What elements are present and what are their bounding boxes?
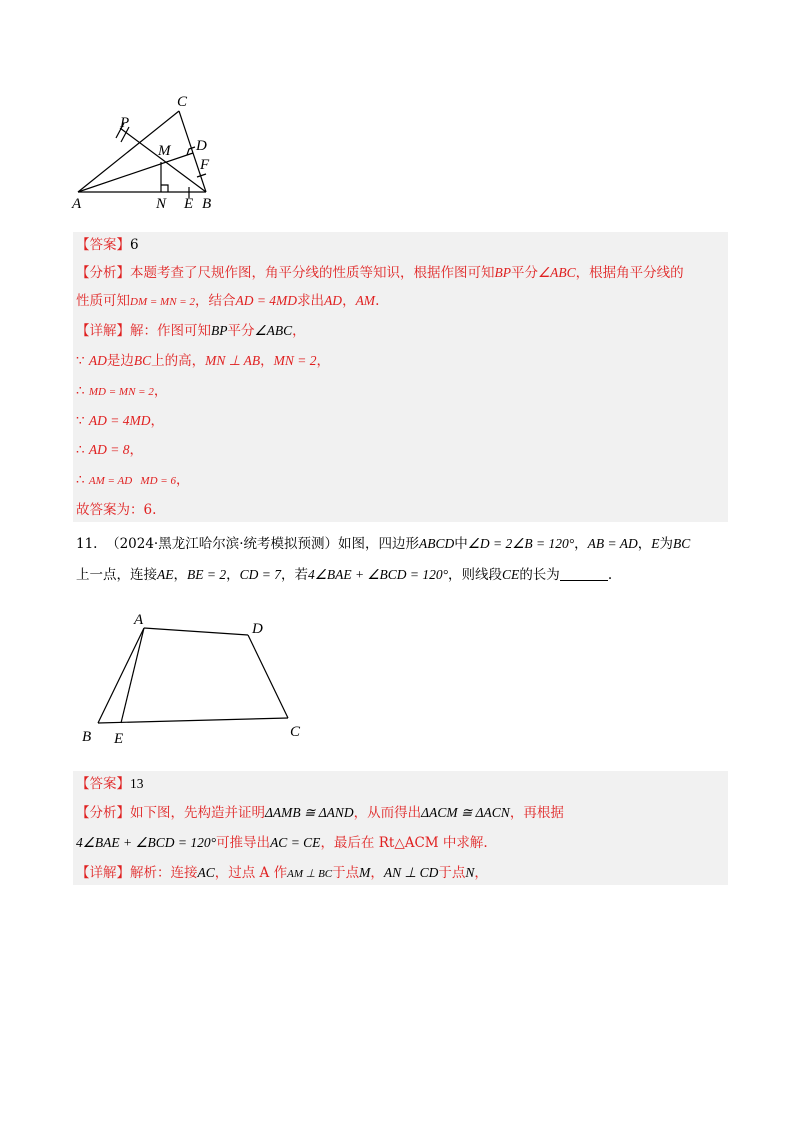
step-line-4 (76, 412, 164, 430)
question-text: ， (637, 536, 652, 552)
analysis-text: ，从而得出 (353, 805, 422, 821)
math-angle-d: ∠D = 2∠B = 120° (467, 536, 575, 551)
figure-1-svg (60, 92, 230, 217)
step-line-6 (76, 471, 189, 490)
analysis-line-1 (76, 264, 684, 282)
math-ad-8: AD = 8 (88, 442, 130, 457)
question-text: 为 (659, 536, 673, 552)
question-text: （2024·黑龙江哈尔滨·统考模拟预测）如图，四边形 (106, 536, 420, 552)
step-line-3 (76, 382, 167, 401)
analysis-text: ，再根据 (509, 805, 564, 821)
because-symbol: ∵ (76, 413, 85, 429)
detail-line-b1 (76, 864, 488, 883)
math-am: AM (355, 293, 376, 308)
label-a: A (134, 612, 144, 628)
math-e: E (651, 536, 660, 551)
math-ad: AD (88, 353, 107, 368)
math-angle-abc: ∠ABC (254, 323, 293, 338)
math-bp: BP (211, 323, 228, 338)
analysis-text: 平分 (511, 265, 538, 281)
math-ac: AC (197, 865, 215, 880)
figure-2 (78, 608, 318, 750)
detail-text: 于点 (438, 865, 466, 881)
answer-line-1 (76, 236, 139, 254)
analysis-text: . (375, 293, 380, 309)
because-symbol: ∵ (76, 353, 85, 369)
step-text: ， (153, 383, 168, 399)
label-e: E (184, 196, 194, 212)
figure-2-svg (78, 608, 318, 750)
math-ad: AD (324, 293, 343, 308)
answer-value: 13 (130, 776, 144, 791)
therefore-symbol: ∴ (76, 442, 85, 458)
segment-dc (248, 635, 288, 718)
step-line-5 (76, 441, 143, 459)
label-d: D (196, 138, 207, 154)
analysis-tag: 【分析】 (76, 805, 130, 821)
detail-text: ， (292, 323, 306, 339)
math-ad-4md: AD = 4MD (235, 293, 298, 308)
math-angle-condition: 4∠BAE + ∠BCD = 120° (76, 835, 217, 850)
math-ae: AE (157, 567, 174, 582)
step-text: 上的高， (151, 353, 206, 369)
question-text: 上一点，连接 (76, 567, 157, 583)
segment-ad (144, 628, 248, 635)
detail-tag: 【详解】 (76, 865, 130, 881)
detail-text: 解析：连接 (130, 865, 198, 881)
question-11-line-2 (76, 566, 612, 584)
step-text: ， (175, 472, 190, 488)
arc-mark-f (197, 174, 206, 177)
question-number: 11. (76, 536, 98, 552)
step-line-2 (76, 352, 330, 370)
math-congruent-1: ΔAMB ≅ ΔAND (265, 805, 354, 820)
final-answer: 故答案为：6. (76, 502, 157, 518)
final-answer-line (76, 501, 156, 519)
math-cd-7: CD = 7 (239, 567, 281, 582)
math-an-perp-cd: AN ⊥ CD (383, 865, 439, 880)
therefore-symbol: ∴ (76, 383, 85, 399)
math-abcd: ABCD (419, 536, 455, 551)
step-text: ， (129, 442, 143, 458)
question-text: ，则线段 (448, 567, 503, 583)
math-congruent-2: ΔACM ≅ ΔACN (421, 805, 510, 820)
question-11-line-1 (76, 535, 690, 553)
math-angle-abc: ∠ABC (538, 265, 576, 280)
detail-text: 于点 (332, 865, 360, 881)
label-p: P (120, 115, 130, 131)
analysis-text: 性质可知 (76, 293, 130, 309)
analysis-text: ，最后在 Rt△ACM 中求解. (320, 835, 488, 851)
analysis-text: 如下图，先构造并证明 (130, 805, 265, 821)
segment-ad (78, 153, 193, 192)
math-ce: CE (502, 567, 520, 582)
detail-line-1 (76, 322, 306, 340)
segment-ae (121, 628, 144, 723)
segment-ab (98, 628, 144, 723)
label-n: N (156, 196, 167, 212)
analysis-text: 求出 (297, 293, 325, 309)
right-angle-n (161, 185, 168, 192)
detail-text: ， (370, 865, 384, 881)
step-text: 是边 (106, 353, 134, 369)
ray-bp (120, 128, 206, 192)
answer-tag: 【答案】 (76, 776, 130, 792)
analysis-line-b1 (76, 804, 564, 822)
label-f: F (200, 157, 210, 173)
math-md-mn: MD = MN = 2 (88, 386, 154, 398)
analysis-line-b2 (76, 834, 488, 852)
question-text: ， (574, 536, 588, 552)
analysis-text: 可推导出 (216, 835, 271, 851)
label-m: M (158, 143, 171, 159)
detail-text: ，过点 A 作 (214, 865, 288, 881)
math-m: M (359, 865, 371, 880)
math-mn-2: MN = 2 (273, 353, 317, 368)
answer-line-2 (76, 775, 144, 793)
question-text: ，若 (280, 567, 308, 583)
answer-blank (560, 566, 608, 581)
math-bp: BP (494, 265, 511, 280)
analysis-text: ，结合 (194, 293, 236, 309)
therefore-symbol: ∴ (76, 472, 85, 488)
analysis-tag: 【分析】 (76, 265, 130, 281)
detail-text: 平分 (227, 323, 255, 339)
analysis-line-2 (76, 292, 379, 311)
question-text: 的长为 (519, 567, 560, 583)
label-a: A (72, 196, 82, 212)
label-b: B (82, 729, 92, 745)
math-am-perp-bc: AM ⊥ BC (287, 868, 333, 880)
math-bc: BC (672, 536, 691, 551)
label-e: E (114, 731, 124, 747)
question-text: 中 (454, 536, 468, 552)
label-b: B (202, 196, 212, 212)
math-bc: BC (133, 353, 152, 368)
step-text: ， (316, 353, 331, 369)
math-am-ad-md: AM = AD MD = 6 (88, 475, 176, 487)
analysis-text: ， (342, 293, 356, 309)
detail-text: 解：作图可知 (130, 323, 211, 339)
question-text: ， (226, 567, 240, 583)
label-c: C (177, 94, 188, 110)
math-ab-ad: AB = AD (587, 536, 638, 551)
detail-tag: 【详解】 (76, 323, 130, 339)
answer-value: 6 (130, 237, 139, 253)
label-d: D (252, 621, 263, 637)
segment-bc (98, 718, 288, 723)
math-mn-perp-ab: MN ⊥ AB (205, 353, 261, 368)
analysis-text: ，根据角平分线的 (575, 265, 684, 281)
step-text: ， (260, 353, 274, 369)
detail-text: ， (474, 865, 488, 881)
math-be-2: BE = 2 (187, 567, 227, 582)
figure-1 (60, 92, 230, 217)
math-angle-condition: 4∠BAE + ∠BCD = 120° (307, 567, 449, 582)
label-c: C (290, 724, 301, 740)
math-ac-ce: AC = CE (270, 835, 321, 850)
math-ad-4md: AD = 4MD (88, 413, 151, 428)
step-text: ， (150, 413, 164, 429)
question-text: . (607, 567, 613, 583)
analysis-text: 本题考查了尺规作图，角平分线的性质等知识，根据作图可知 (130, 265, 495, 281)
answer-tag: 【答案】 (76, 237, 130, 253)
math-dm-mn: DM = MN = 2 (130, 296, 195, 308)
math-n: N (465, 865, 475, 880)
question-text: ， (173, 567, 187, 583)
